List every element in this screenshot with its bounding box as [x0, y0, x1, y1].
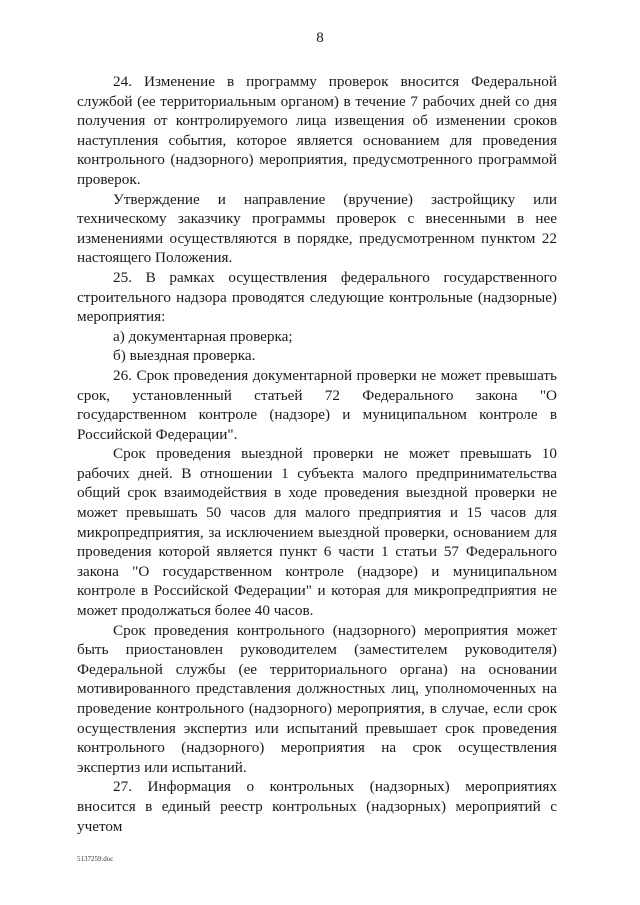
paragraph-24: 24. Изменение в программу проверок вносится Федеральной службой (ее территориальным органом) в течение 7 рабочих дней со дня получения от контролируемого лица извещения об изменении сроков наступления события, которое является основанием для проведения контрольного (надзорного) мероприятия, предусмотренного программой проверок. [77, 73, 557, 188]
list-item-documentary-check: а) документарная проверка; [113, 327, 293, 345]
paragraph-27: 27. Информация о контрольных (надзорных) мероприятиях вносится в единый реестр контрольных (надзорных) мероприятий с учетом [77, 778, 557, 835]
paragraph-25: 25. В рамках осуществления федерального государственного строительного надзора проводятся следующие контрольные (надзорные) мероприятия: [77, 268, 557, 326]
paragraph-26: 26. Срок проведения документарной проверки не может превышать срок, установленный статьей 72 Федерального закона "О государственном контроле (надзоре) и муниципальном контроле в Российской Федерации". [77, 366, 557, 443]
list-item-field-check: б) выездная проверка. [113, 347, 256, 365]
page-number: 8 [316, 30, 324, 46]
document-body [77, 72, 557, 836]
document-file-name: 5137259.doc [77, 855, 114, 863]
paragraph-26-suspension: Срок проведения контрольного (надзорного) мероприятия может быть приостановлен руководителем (заместителем руководителя) Федеральной службы (ее территориального органа) на основании мотивированного представления должностных лиц, уполномоченных на проведение контрольного (надзорного) мероприятия, в случае, если срок осуществления экспертиз или испытаний превышает срок проведения контрольного (надзорного) мероприятия на срок осуществления экспертиз или испытаний. [77, 621, 557, 776]
paragraph-24-approval: Утверждение и направление (вручение) застройщику или техническому заказчику программы проверок с внесенными в нее изменениями осуществляются в порядке, предусмотренном пунктом 22 настоящего Положения. [77, 190, 557, 267]
paragraph-26-field-check-term: Срок проведения выездной проверки не может превышать 10 рабочих дней. В отношении 1 субъекта малого предпринимательства общий срок взаимодействия в ходе проведения выездной проверки не может превышать 50 часов для малого предприятия и 15 часов для микропредприятия, за исключением выездной проверки, основанием для проведения которой является пункт 6 части 1 статьи 57 Федерального закона "О государственном контроле (надзоре) и муниципальном контроле в Российской Федерации" и которая для микропредприятия не может продолжаться более 40 часов. [77, 445, 557, 620]
